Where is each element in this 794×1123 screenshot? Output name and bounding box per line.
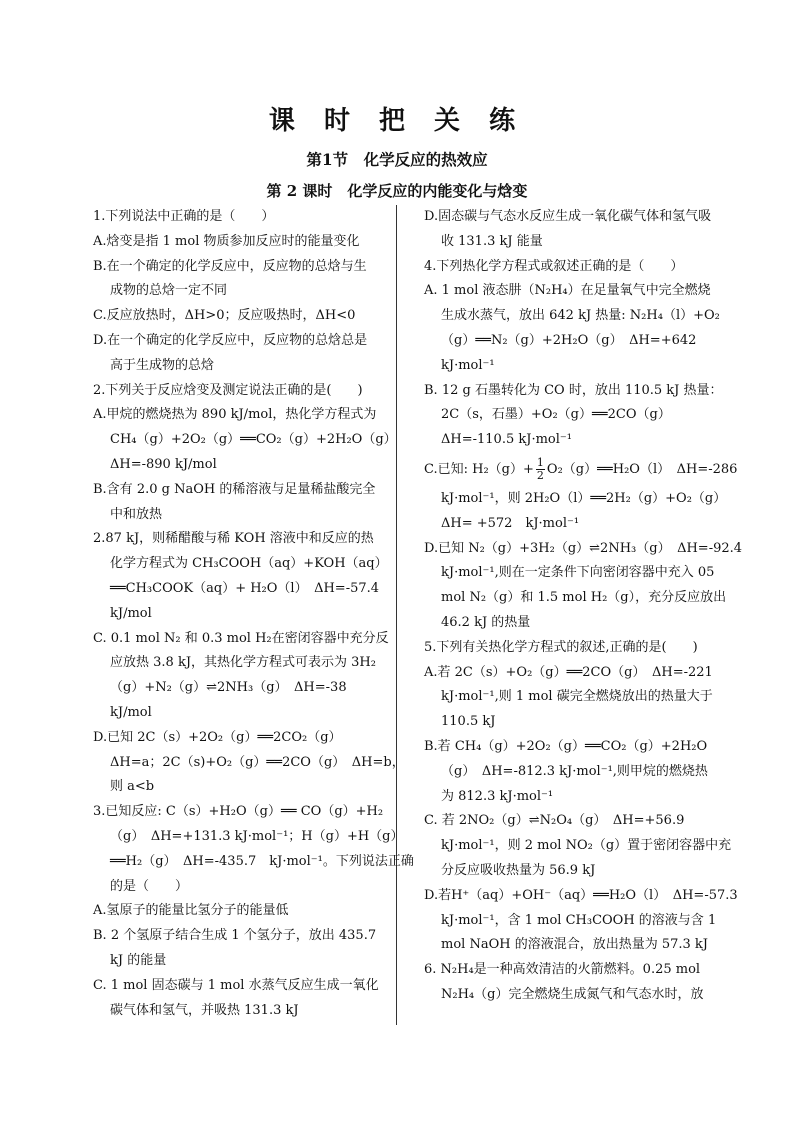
left-column bbox=[93, 205, 414, 1023]
q1-option-d: D.在一个确定的化学反应中，反应物的总焓总是 bbox=[93, 332, 368, 348]
right-column bbox=[424, 205, 743, 1008]
q2-option-b-cont: 中和放热 bbox=[110, 506, 163, 522]
q5-option-b: B.若 CH₄（g）+2O₂（g）══CO₂（g）+2H₂O bbox=[424, 738, 708, 754]
q6-stem-cont: N₂H₄（g）完全燃烧生成氮气和气态水时，放 bbox=[441, 986, 704, 1002]
question-2-stem: 2.下列关于反应焓变及测定说法正确的是( ) bbox=[93, 382, 363, 398]
q4-option-c-cont: kJ·mol⁻¹，则 2H₂O（l）══2H₂（g）+O₂（g） bbox=[441, 490, 727, 506]
q3-option-c-cont: 碳气体和氢气，并吸热 131.3 kJ bbox=[110, 1002, 299, 1018]
lesson-heading: 第 2 课时 化学反应的内能变化与焓变 bbox=[266, 182, 528, 200]
q3-stem-cont: （g） ΔH=+131.3 kJ·mol⁻¹；H（g）+H（g） bbox=[110, 828, 404, 844]
page-title: 课 时 把 关 练 bbox=[268, 106, 526, 136]
q5-option-d-cont: kJ·mol⁻¹，含 1 mol CH₃COOH 的溶液与含 1 bbox=[441, 912, 717, 928]
q2-option-b-cont2: 2.87 kJ，则稀醋酸与稀 KOH 溶液中和反应的热 bbox=[93, 531, 374, 547]
q5-option-d-cont2: mol NaOH 的溶液混合，放出热量为 57.3 kJ bbox=[441, 937, 708, 953]
q2-option-c-cont3: kJ/mol bbox=[110, 704, 152, 720]
q1-option-a: A.焓变是指 1 mol 物质参加反应时的能量变化 bbox=[93, 233, 360, 249]
q2-option-b-cont3: 化学方程式为 CH₃COOH（aq）+KOH（aq） bbox=[110, 556, 388, 572]
q1-option-b-cont: 成物的总焓一定不同 bbox=[110, 283, 228, 299]
q4-option-d-cont3: 46.2 kJ 的热量 bbox=[441, 614, 531, 630]
q5-option-c-cont2: 分反应吸收热量为 56.9 kJ bbox=[441, 862, 596, 878]
question-3-stem: 3.已知反应: C（s）+H₂O（g）══ CO（g）+H₂ bbox=[93, 804, 384, 820]
q2-option-b-cont5: kJ/mol bbox=[110, 605, 152, 621]
q4-option-c bbox=[424, 453, 738, 487]
q2-option-b: B.含有 2.0 g NaOH 的稀溶液与足量稀盐酸完全 bbox=[93, 481, 376, 497]
q3-stem-cont3: 的是（ ） bbox=[110, 878, 189, 894]
q4-option-a-cont: 生成水蒸气，放出 642 kJ 热量: N₂H₄（l）+O₂ bbox=[441, 308, 720, 324]
q4-option-b-cont2: ΔH=-110.5 kJ·mol⁻¹ bbox=[441, 432, 572, 448]
column-divider bbox=[396, 205, 397, 1025]
question-1-stem: 1.下列说法中正确的是（ ） bbox=[93, 209, 275, 224]
q2-option-c-cont2: （g）+N₂（g）⇌2NH₃（g） ΔH=-38 bbox=[110, 680, 347, 696]
q5-option-c-cont: kJ·mol⁻¹，则 2 mol NO₂（g）置于密闭容器中充 bbox=[441, 838, 732, 854]
q3-stem-cont2: ══H₂（g） ΔH=-435.7 kJ·mol⁻¹。下列说法正确 bbox=[110, 853, 414, 869]
fraction-numerator: 1 bbox=[536, 455, 544, 469]
q4-option-c-suffix: O₂（g）══H₂O（l） ΔH=-286 bbox=[546, 461, 738, 477]
q2-option-c-cont: 应放热 3.8 kJ，其热化学方程式可表示为 3H₂ bbox=[110, 655, 376, 671]
q2-option-d-cont: ΔH=a；2C（s)+O₂（g）══2CO（g） ΔH=b， bbox=[110, 754, 405, 770]
q1-option-b: B.在一个确定的化学反应中，反应物的总焓与生 bbox=[93, 258, 367, 274]
q4-option-d-cont2: mol N₂（g）和 1.5 mol H₂（g），充分反应放出 bbox=[441, 590, 727, 606]
q4-option-c-prefix: C.已知: H₂（g）+ bbox=[424, 461, 534, 477]
q3-option-d-cont: 收 131.3 kJ 能量 bbox=[441, 233, 543, 249]
q1-option-d-cont: 高于生成物的总焓 bbox=[110, 357, 215, 373]
section-heading: 第1节 化学反应的热效应 bbox=[306, 150, 488, 169]
q4-option-d: D.已知 N₂（g）+3H₂（g）⇌2NH₃（g） ΔH=-92.4 bbox=[424, 540, 743, 556]
q4-option-a-cont2: （g）══N₂（g）+2H₂O（g） ΔH=+642 bbox=[441, 332, 697, 348]
q5-option-a-cont: kJ·mol⁻¹,则 1 mol 碳完全燃烧放出的热量大于 bbox=[441, 689, 713, 705]
q3-option-a: A.氢原子的能量比氢分子的能量低 bbox=[93, 903, 289, 919]
question-6-stem: 6. N₂H₄是一种高效清洁的火箭燃料。0.25 mol bbox=[424, 962, 701, 978]
q4-option-b: B. 12 g 石墨转化为 CO 时，放出 110.5 kJ 热量： bbox=[424, 382, 723, 398]
q3-option-d: D.固态碳与气态水反应生成一氧化碳气体和氢气吸 bbox=[424, 209, 712, 224]
q4-option-d-cont: kJ·mol⁻¹,则在一定条件下向密闭容器中充入 05 bbox=[441, 565, 715, 581]
q3-option-b: B. 2 个氢原子结合生成 1 个氢分子，放出 435.7 bbox=[93, 928, 377, 944]
q5-option-a: A.若 2C（s）+O₂（g）══2CO（g） ΔH=-221 bbox=[424, 664, 713, 680]
question-5-stem: 5.下列有关热化学方程式的叙述,正确的是( ) bbox=[424, 639, 698, 655]
q4-option-a-cont3: kJ·mol⁻¹ bbox=[441, 357, 495, 373]
q5-option-a-cont2: 110.5 kJ bbox=[441, 714, 496, 730]
q3-option-c: C. 1 mol 固态碳与 1 mol 水蒸气反应生成一氧化 bbox=[93, 977, 379, 993]
q5-option-b-cont: （g） ΔH=-812.3 kJ·mol⁻¹,则甲烷的燃烧热 bbox=[441, 763, 708, 779]
q3-option-b-cont: kJ 的能量 bbox=[110, 952, 167, 968]
q5-option-d: D.若H⁺（aq）+OH⁻（aq）══H₂O（l） ΔH=-57.3 bbox=[424, 887, 738, 903]
q2-option-c: C. 0.1 mol N₂ 和 0.3 mol H₂在密闭容器中充分反 bbox=[93, 630, 389, 646]
question-4-stem: 4.下列热化学方程式或叙述正确的是（ ） bbox=[424, 258, 684, 274]
q1-option-c: C.反应放热时，ΔH>0；反应吸热时，ΔH<0 bbox=[93, 308, 356, 324]
q2-option-b-cont4: ══CH₃COOK（aq）+ H₂O（l） ΔH=-57.4 bbox=[110, 580, 380, 596]
q2-option-a-eq: CH₄（g）+2O₂（g）══CO₂（g）+2H₂O（g） bbox=[110, 432, 397, 448]
q2-option-d-cont2: 则 a<b bbox=[110, 779, 155, 795]
fraction-denominator: 2 bbox=[536, 468, 544, 482]
q5-option-b-cont2: 为 812.3 kJ·mol⁻¹ bbox=[441, 788, 554, 804]
one-half-fraction bbox=[536, 457, 545, 482]
q4-option-a: A. 1 mol 液态肼（N₂H₄）在足量氧气中完全燃烧 bbox=[424, 283, 711, 299]
q5-option-c: C. 若 2NO₂（g）⇌N₂O₄（g） ΔH=+56.9 bbox=[424, 813, 685, 829]
q2-option-a: A.甲烷的燃烧热为 890 kJ/mol，热化学方程式为 bbox=[93, 407, 377, 423]
q4-option-b-cont: 2C（s，石墨）+O₂（g）══2CO（g） bbox=[441, 407, 671, 423]
q2-option-a-dh: ΔH=-890 kJ/mol bbox=[110, 456, 217, 472]
q2-option-d: D.已知 2C（s）+2O₂（g）══2CO₂（g） bbox=[93, 729, 342, 745]
q4-option-c-cont2: ΔH= +572 kJ·mol⁻¹ bbox=[441, 515, 580, 531]
